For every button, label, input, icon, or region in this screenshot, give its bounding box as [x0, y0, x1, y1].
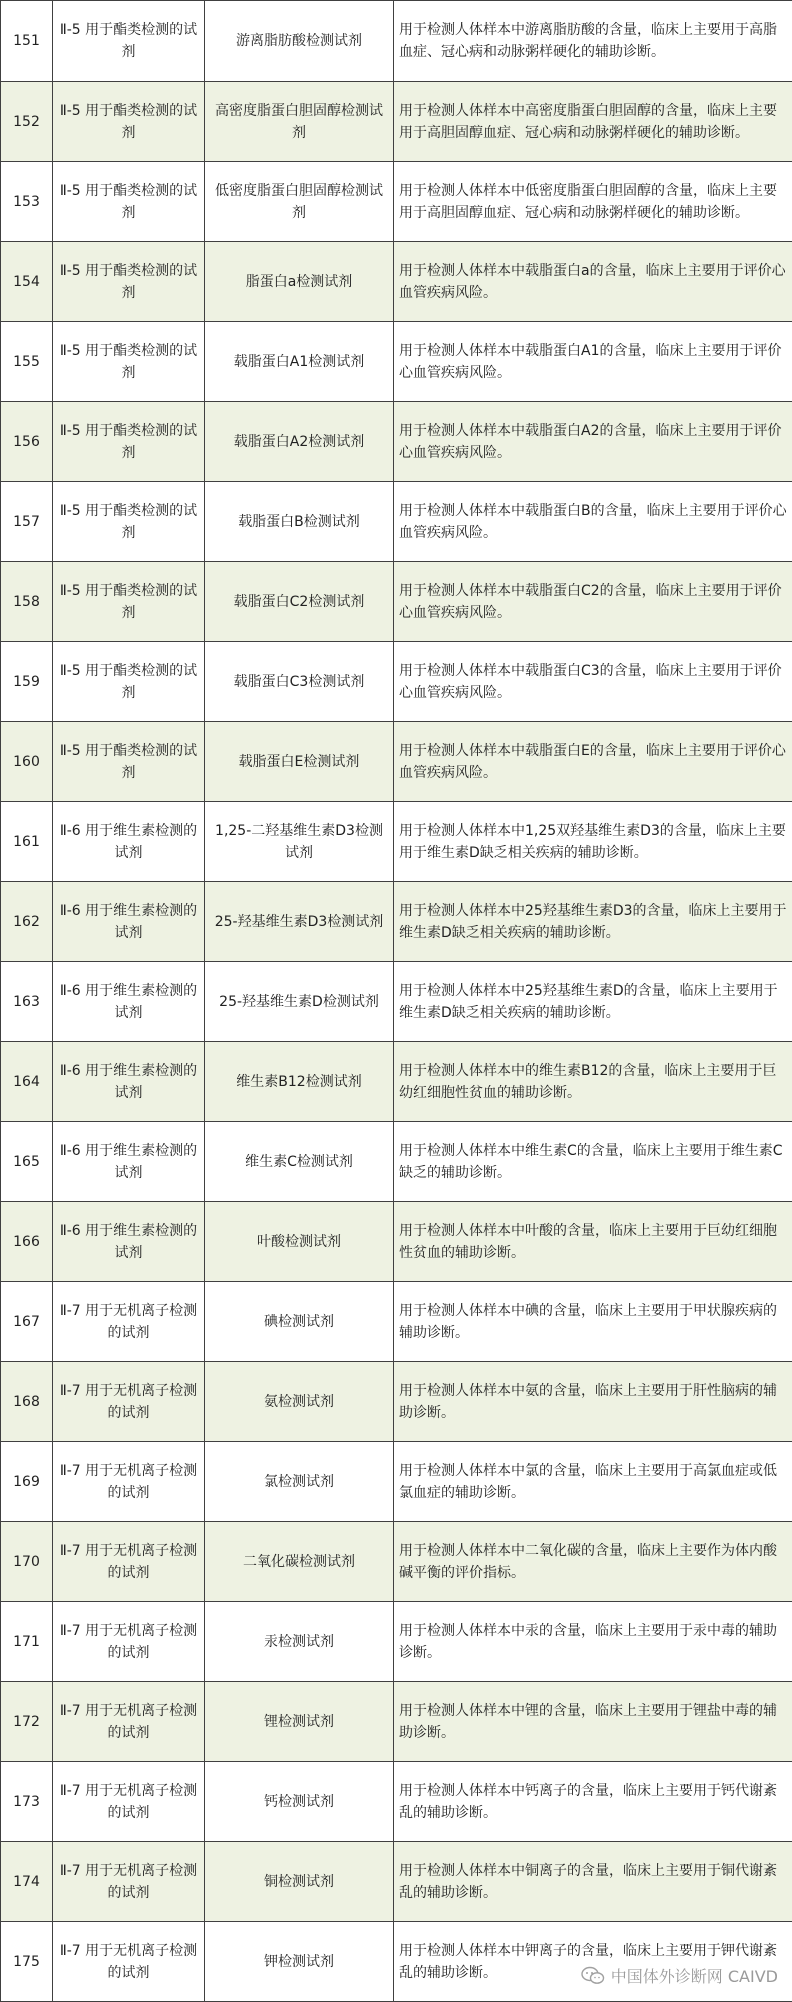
row-product-name: 游离脂肪酸检测试剂	[205, 1, 394, 82]
row-number: 161	[1, 802, 53, 882]
row-product-name: 载脂蛋白C2检测试剂	[205, 562, 394, 642]
row-description: 用于检测人体样本中氯的含量，临床上主要用于高氯血症或低氯血症的辅助诊断。	[394, 1442, 792, 1522]
row-category: Ⅱ-7 用于无机离子检测的试剂	[53, 1602, 205, 1682]
row-number: 165	[1, 1122, 53, 1202]
row-product-name: 锂检测试剂	[205, 1682, 394, 1762]
row-number: 163	[1, 962, 53, 1042]
row-description: 用于检测人体样本中高密度脂蛋白胆固醇的含量，临床上主要用于高胆固醇血症、冠心病和动脉粥样硬化的辅助诊断。	[394, 82, 792, 162]
row-number: 159	[1, 642, 53, 722]
table-row	[1, 642, 792, 722]
row-product-name: 钙检测试剂	[205, 1762, 394, 1842]
row-category: Ⅱ-5 用于酯类检测的试剂	[53, 162, 205, 242]
row-product-name: 载脂蛋白C3检测试剂	[205, 642, 394, 722]
row-number: 168	[1, 1362, 53, 1442]
table-row	[1, 1362, 792, 1442]
row-product-name: 载脂蛋白A2检测试剂	[205, 402, 394, 482]
row-product-name: 碘检测试剂	[205, 1282, 394, 1362]
table-row	[1, 722, 792, 802]
row-product-name: 25-羟基维生素D检测试剂	[205, 962, 394, 1042]
table-row	[1, 1, 792, 82]
row-number: 174	[1, 1842, 53, 1922]
row-number: 166	[1, 1202, 53, 1282]
table-row	[1, 402, 792, 482]
table-row	[1, 82, 792, 162]
table-row	[1, 1602, 792, 1682]
row-description: 用于检测人体样本中钙离子的含量，临床上主要用于钙代谢紊乱的辅助诊断。	[394, 1762, 792, 1842]
wechat-icon	[581, 1966, 605, 1986]
row-category: Ⅱ-6 用于维生素检测的试剂	[53, 882, 205, 962]
row-category: Ⅱ-7 用于无机离子检测的试剂	[53, 1922, 205, 2002]
table-row	[1, 802, 792, 882]
row-description: 用于检测人体样本中载脂蛋白B的含量，临床上主要用于评价心血管疾病风险。	[394, 482, 792, 562]
row-product-name: 脂蛋白a检测试剂	[205, 242, 394, 322]
row-category: Ⅱ-6 用于维生素检测的试剂	[53, 802, 205, 882]
table-row	[1, 322, 792, 402]
row-number: 164	[1, 1042, 53, 1122]
table-row	[1, 162, 792, 242]
table-row	[1, 882, 792, 962]
row-description: 用于检测人体样本中的维生素B12的含量，临床上主要用于巨幼红细胞性贫血的辅助诊断。	[394, 1042, 792, 1122]
row-product-name: 维生素C检测试剂	[205, 1122, 394, 1202]
row-category: Ⅱ-7 用于无机离子检测的试剂	[53, 1682, 205, 1762]
row-category: Ⅱ-5 用于酯类检测的试剂	[53, 402, 205, 482]
watermark	[581, 1964, 778, 1987]
table-row	[1, 962, 792, 1042]
table-row	[1, 1522, 792, 1602]
row-description: 用于检测人体样本中载脂蛋白C2的含量，临床上主要用于评价心血管疾病风险。	[394, 562, 792, 642]
row-product-name: 二氧化碳检测试剂	[205, 1522, 394, 1602]
row-description: 用于检测人体样本中铜离子的含量，临床上主要用于铜代谢紊乱的辅助诊断。	[394, 1842, 792, 1922]
row-product-name: 25-羟基维生素D3检测试剂	[205, 882, 394, 962]
table-row	[1, 482, 792, 562]
row-number: 157	[1, 482, 53, 562]
row-description: 用于检测人体样本中载脂蛋白A2的含量，临床上主要用于评价心血管疾病风险。	[394, 402, 792, 482]
row-number: 167	[1, 1282, 53, 1362]
table-row	[1, 1842, 792, 1922]
table-row	[1, 1122, 792, 1202]
row-category: Ⅱ-5 用于酯类检测的试剂	[53, 482, 205, 562]
row-number: 169	[1, 1442, 53, 1522]
row-description: 用于检测人体样本中叶酸的含量，临床上主要用于巨幼红细胞性贫血的辅助诊断。	[394, 1202, 792, 1282]
row-category: Ⅱ-6 用于维生素检测的试剂	[53, 1122, 205, 1202]
row-product-name: 载脂蛋白A1检测试剂	[205, 322, 394, 402]
row-product-name: 氯检测试剂	[205, 1442, 394, 1522]
table-row	[1, 1682, 792, 1762]
table-row	[1, 242, 792, 322]
table-row	[1, 1442, 792, 1522]
row-category: Ⅱ-7 用于无机离子检测的试剂	[53, 1362, 205, 1442]
row-product-name: 高密度脂蛋白胆固醇检测试剂	[205, 82, 394, 162]
row-category: Ⅱ-5 用于酯类检测的试剂	[53, 642, 205, 722]
row-category: Ⅱ-5 用于酯类检测的试剂	[53, 242, 205, 322]
row-description: 用于检测人体样本中锂的含量，临床上主要用于锂盐中毒的辅助诊断。	[394, 1682, 792, 1762]
row-number: 152	[1, 82, 53, 162]
row-category: Ⅱ-7 用于无机离子检测的试剂	[53, 1282, 205, 1362]
row-description: 用于检测人体样本中载脂蛋白E的含量，临床上主要用于评价心血管疾病风险。	[394, 722, 792, 802]
row-number: 170	[1, 1522, 53, 1602]
row-number: 151	[1, 1, 53, 82]
row-category: Ⅱ-5 用于酯类检测的试剂	[53, 322, 205, 402]
row-category: Ⅱ-7 用于无机离子检测的试剂	[53, 1522, 205, 1602]
row-number: 155	[1, 322, 53, 402]
row-number: 175	[1, 1922, 53, 2002]
row-description: 用于检测人体样本中游离脂肪酸的含量，临床上主要用于高脂血症、冠心病和动脉粥样硬化的辅助诊断。	[394, 1, 792, 82]
row-category: Ⅱ-5 用于酯类检测的试剂	[53, 722, 205, 802]
table-row	[1, 1922, 792, 2002]
row-description: 用于检测人体样本中二氧化碳的含量，临床上主要作为体内酸碱平衡的评价指标。	[394, 1522, 792, 1602]
row-number: 156	[1, 402, 53, 482]
row-product-name: 叶酸检测试剂	[205, 1202, 394, 1282]
row-product-name: 低密度脂蛋白胆固醇检测试剂	[205, 162, 394, 242]
row-number: 153	[1, 162, 53, 242]
table-row	[1, 1042, 792, 1122]
row-number: 171	[1, 1602, 53, 1682]
row-category: Ⅱ-5 用于酯类检测的试剂	[53, 82, 205, 162]
row-number: 172	[1, 1682, 53, 1762]
row-number: 160	[1, 722, 53, 802]
row-number: 162	[1, 882, 53, 962]
row-description: 用于检测人体样本中钾离子的含量，临床上主要用于钾代谢紊乱的辅助诊断。	[394, 1922, 792, 2002]
row-product-name: 铜检测试剂	[205, 1842, 394, 1922]
row-description: 用于检测人体样本中载脂蛋白a的含量，临床上主要用于评价心血管疾病风险。	[394, 242, 792, 322]
row-category: Ⅱ-7 用于无机离子检测的试剂	[53, 1442, 205, 1522]
table-row	[1, 562, 792, 642]
row-description: 用于检测人体样本中低密度脂蛋白胆固醇的含量，临床上主要用于高胆固醇血症、冠心病和动脉粥样硬化的辅助诊断。	[394, 162, 792, 242]
row-description: 用于检测人体样本中氨的含量，临床上主要用于肝性脑病的辅助诊断。	[394, 1362, 792, 1442]
row-category: Ⅱ-5 用于酯类检测的试剂	[53, 562, 205, 642]
row-product-name: 载脂蛋白B检测试剂	[205, 482, 394, 562]
row-category: Ⅱ-6 用于维生素检测的试剂	[53, 962, 205, 1042]
row-description: 用于检测人体样本中载脂蛋白A1的含量，临床上主要用于评价心血管疾病风险。	[394, 322, 792, 402]
row-product-name: 汞检测试剂	[205, 1602, 394, 1682]
watermark-text: 中国体外诊断网 CAIVD	[611, 1964, 778, 1987]
row-description: 用于检测人体样本中1,25双羟基维生素D3的含量，临床上主要用于维生素D缺乏相关疾病的辅助诊断。	[394, 802, 792, 882]
row-category: Ⅱ-7 用于无机离子检测的试剂	[53, 1842, 205, 1922]
table-row	[1, 1282, 792, 1362]
row-description: 用于检测人体样本中载脂蛋白C3的含量，临床上主要用于评价心血管疾病风险。	[394, 642, 792, 722]
row-category: Ⅱ-6 用于维生素检测的试剂	[53, 1202, 205, 1282]
row-description: 用于检测人体样本中25羟基维生素D3的含量，临床上主要用于维生素D缺乏相关疾病的辅助诊断。	[394, 882, 792, 962]
row-description: 用于检测人体样本中碘的含量，临床上主要用于甲状腺疾病的辅助诊断。	[394, 1282, 792, 1362]
row-category: Ⅱ-7 用于无机离子检测的试剂	[53, 1762, 205, 1842]
row-description: 用于检测人体样本中维生素C的含量，临床上主要用于维生素C缺乏的辅助诊断。	[394, 1122, 792, 1202]
row-product-name: 维生素B12检测试剂	[205, 1042, 394, 1122]
row-number: 173	[1, 1762, 53, 1842]
row-category: Ⅱ-6 用于维生素检测的试剂	[53, 1042, 205, 1122]
row-category: Ⅱ-5 用于酯类检测的试剂	[53, 1, 205, 82]
row-product-name: 钾检测试剂	[205, 1922, 394, 2002]
row-number: 154	[1, 242, 53, 322]
row-product-name: 1,25-二羟基维生素D3检测试剂	[205, 802, 394, 882]
row-number: 158	[1, 562, 53, 642]
row-product-name: 氨检测试剂	[205, 1362, 394, 1442]
row-description: 用于检测人体样本中汞的含量，临床上主要用于汞中毒的辅助诊断。	[394, 1602, 792, 1682]
row-product-name: 载脂蛋白E检测试剂	[205, 722, 394, 802]
table-row	[1, 1762, 792, 1842]
row-description: 用于检测人体样本中25羟基维生素D的含量，临床上主要用于维生素D缺乏相关疾病的辅助诊断。	[394, 962, 792, 1042]
table-row	[1, 1202, 792, 1282]
table-body	[1, 1, 792, 2002]
